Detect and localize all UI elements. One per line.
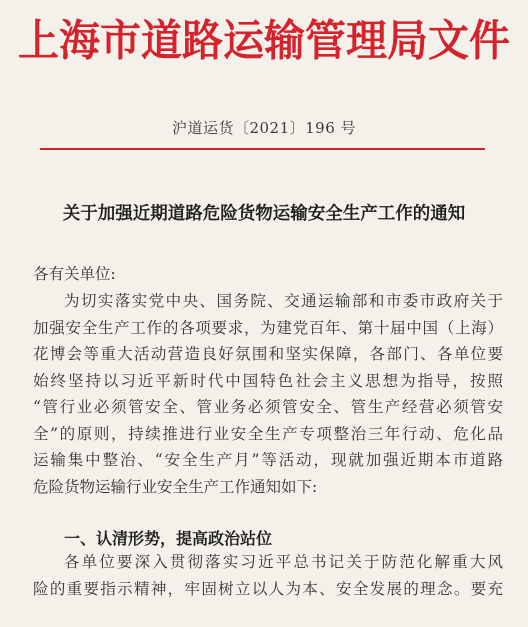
paragraph-1 [33, 288, 503, 500]
red-separator-line [40, 148, 485, 150]
issuing-authority-title: 上海市道路运输管理局文件 [18, 15, 510, 67]
document-number: 沪道运货〔2021〕196 号 [171, 119, 357, 137]
paragraph-line: 为切实落实党中央、国务院、交通运输部和市委市政府关于 [64, 292, 503, 310]
paragraph-line: 危险货物运输行业安全生产工作通知如下: [33, 477, 318, 496]
section-heading-1: 一、认清形势，提高政治站位 [64, 529, 273, 548]
paragraph-line: 始终坚持以习近平新时代中国特色社会主义思想为指导，按照 [33, 371, 503, 390]
paragraph-line: 险的重要指示精神，牢固树立以人为本、安全发展的理念。要充 [33, 579, 503, 598]
paragraph-line: 花博会等重大活动营造良好氛围和坚实保障，各部门、各单位要 [33, 345, 503, 363]
notice-title: 关于加强近期道路危险货物运输安全生产工作的通知 [62, 204, 466, 224]
addressee-line: 各有关单位: [33, 265, 116, 283]
paragraph-line: 运输集中整治、“安全生产月”等活动，现就加强近期本市道路 [33, 451, 503, 469]
paragraph-line: 全”的原则，持续推进行业安全生产专项整治三年行动、危化品 [33, 424, 503, 443]
paragraph-line: 加强安全生产工作的各项要求，为建党百年、第十届中国（上海） [33, 318, 503, 337]
paragraph-line: 各单位要深入贯彻落实习近平总书记关于防范化解重大风 [64, 553, 503, 571]
paragraph-line: “管行业必须管安全、管业务必须管安全、管生产经营必须管安 [33, 398, 503, 416]
paragraph-2 [33, 549, 503, 602]
